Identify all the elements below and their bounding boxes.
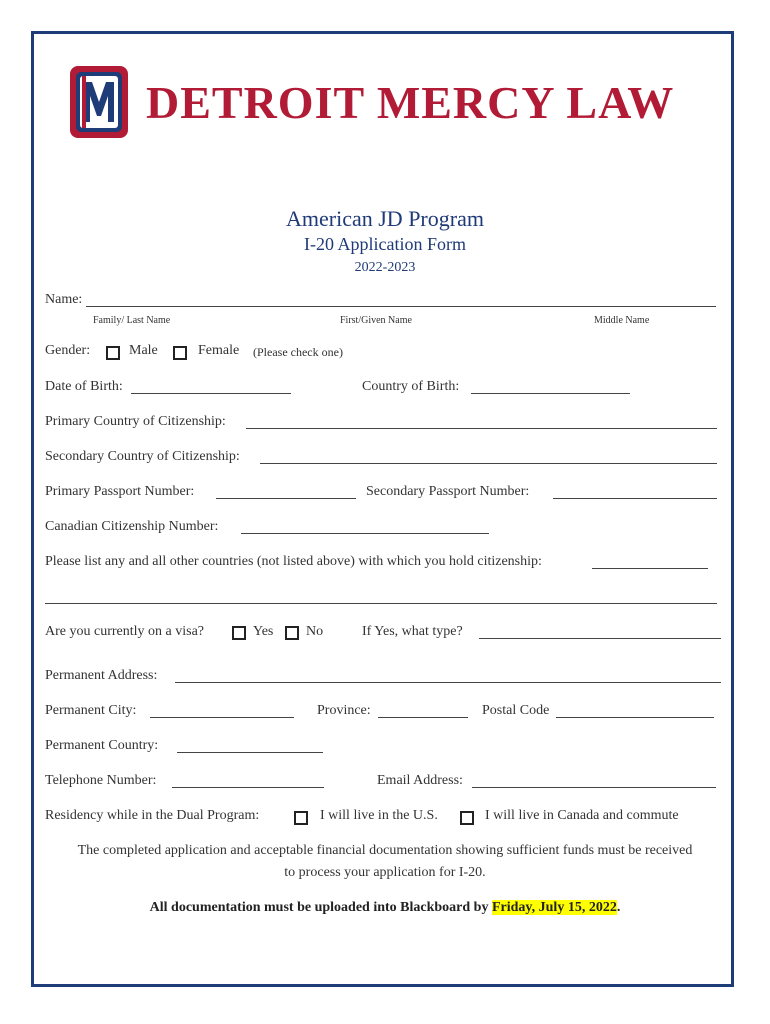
deadline-suffix: .	[616, 900, 621, 915]
name-label: Name:	[45, 292, 83, 307]
province-label: Province:	[317, 703, 371, 718]
male-label: Male	[129, 343, 158, 358]
country-label: Permanent Country:	[45, 738, 159, 753]
visa-yes-label: Yes	[253, 624, 274, 639]
deadline-prefix: All documentation must be uploaded into Blackboard by	[149, 900, 489, 915]
female-checkbox[interactable]	[173, 346, 187, 360]
visa-type-field[interactable]	[479, 626, 721, 639]
primary-citizenship-label: Primary Country of Citizenship:	[45, 414, 226, 429]
cob-field[interactable]	[471, 381, 630, 394]
dob-label: Date of Birth:	[45, 379, 123, 394]
city-label: Permanent City:	[45, 703, 137, 718]
first-name-sublabel: First/Given Name	[340, 315, 412, 326]
residency-canada-label: I will live in Canada and commute	[485, 808, 679, 823]
cob-label: Country of Birth:	[362, 379, 460, 394]
gender-note: (Please check one)	[253, 345, 343, 359]
residency-us-checkbox[interactable]	[294, 811, 308, 825]
logo-wordmark: DETROIT MERCY LAW	[146, 77, 675, 128]
visa-yes-checkbox[interactable]	[232, 626, 246, 640]
deadline-date: Friday, July 15, 2022	[491, 900, 617, 915]
province-field[interactable]	[378, 705, 468, 718]
female-label: Female	[198, 343, 240, 358]
visa-label: Are you currently on a visa?	[45, 624, 204, 639]
other-countries-label: Please list any and all other countries (not listed above) with which you hold citizenship:	[45, 554, 542, 569]
gender-label: Gender:	[45, 343, 91, 358]
primary-passport-field[interactable]	[216, 486, 356, 499]
canadian-citizenship-field[interactable]	[241, 521, 489, 534]
secondary-citizenship-field[interactable]	[260, 451, 717, 464]
residency-canada-checkbox[interactable]	[460, 811, 474, 825]
address-label: Permanent Address:	[45, 668, 158, 683]
primary-passport-label: Primary Passport Number:	[45, 484, 195, 499]
city-field[interactable]	[150, 705, 294, 718]
other-countries-field[interactable]	[592, 556, 708, 569]
male-checkbox[interactable]	[106, 346, 120, 360]
country-field[interactable]	[177, 740, 323, 753]
other-countries-field-line2[interactable]	[45, 591, 717, 604]
postal-label: Postal Code	[482, 703, 550, 718]
form-title: I-20 Application Form	[304, 234, 466, 254]
telephone-field[interactable]	[172, 775, 324, 788]
secondary-passport-label: Secondary Passport Number:	[366, 484, 530, 499]
visa-no-checkbox[interactable]	[285, 626, 299, 640]
submission-note-line2: to process your application for I-20.	[284, 865, 486, 880]
residency-label: Residency while in the Dual Program:	[45, 808, 260, 823]
residency-us-label: I will live in the U.S.	[320, 808, 438, 823]
submission-note-line1: The completed application and acceptable financial documentation showing sufficient funds must be received	[77, 843, 693, 858]
name-field[interactable]	[86, 294, 716, 307]
email-label: Email Address:	[377, 773, 463, 788]
visa-type-label: If Yes, what type?	[362, 624, 463, 639]
visa-no-label: No	[306, 624, 324, 639]
program-title: American JD Program	[286, 206, 484, 231]
secondary-passport-field[interactable]	[553, 486, 717, 499]
primary-citizenship-field[interactable]	[246, 416, 717, 429]
detroit-mercy-logo-icon	[68, 64, 130, 140]
dob-field[interactable]	[131, 381, 291, 394]
postal-field[interactable]	[556, 705, 714, 718]
secondary-citizenship-label: Secondary Country of Citizenship:	[45, 449, 240, 464]
form-year: 2022-2023	[354, 260, 416, 275]
address-field[interactable]	[175, 670, 721, 683]
email-field[interactable]	[472, 775, 716, 788]
family-name-sublabel: Family/ Last Name	[93, 315, 171, 326]
canadian-citizenship-label: Canadian Citizenship Number:	[45, 519, 219, 534]
middle-name-sublabel: Middle Name	[594, 315, 650, 326]
deadline-note	[0, 900, 770, 916]
telephone-label: Telephone Number:	[45, 773, 157, 788]
